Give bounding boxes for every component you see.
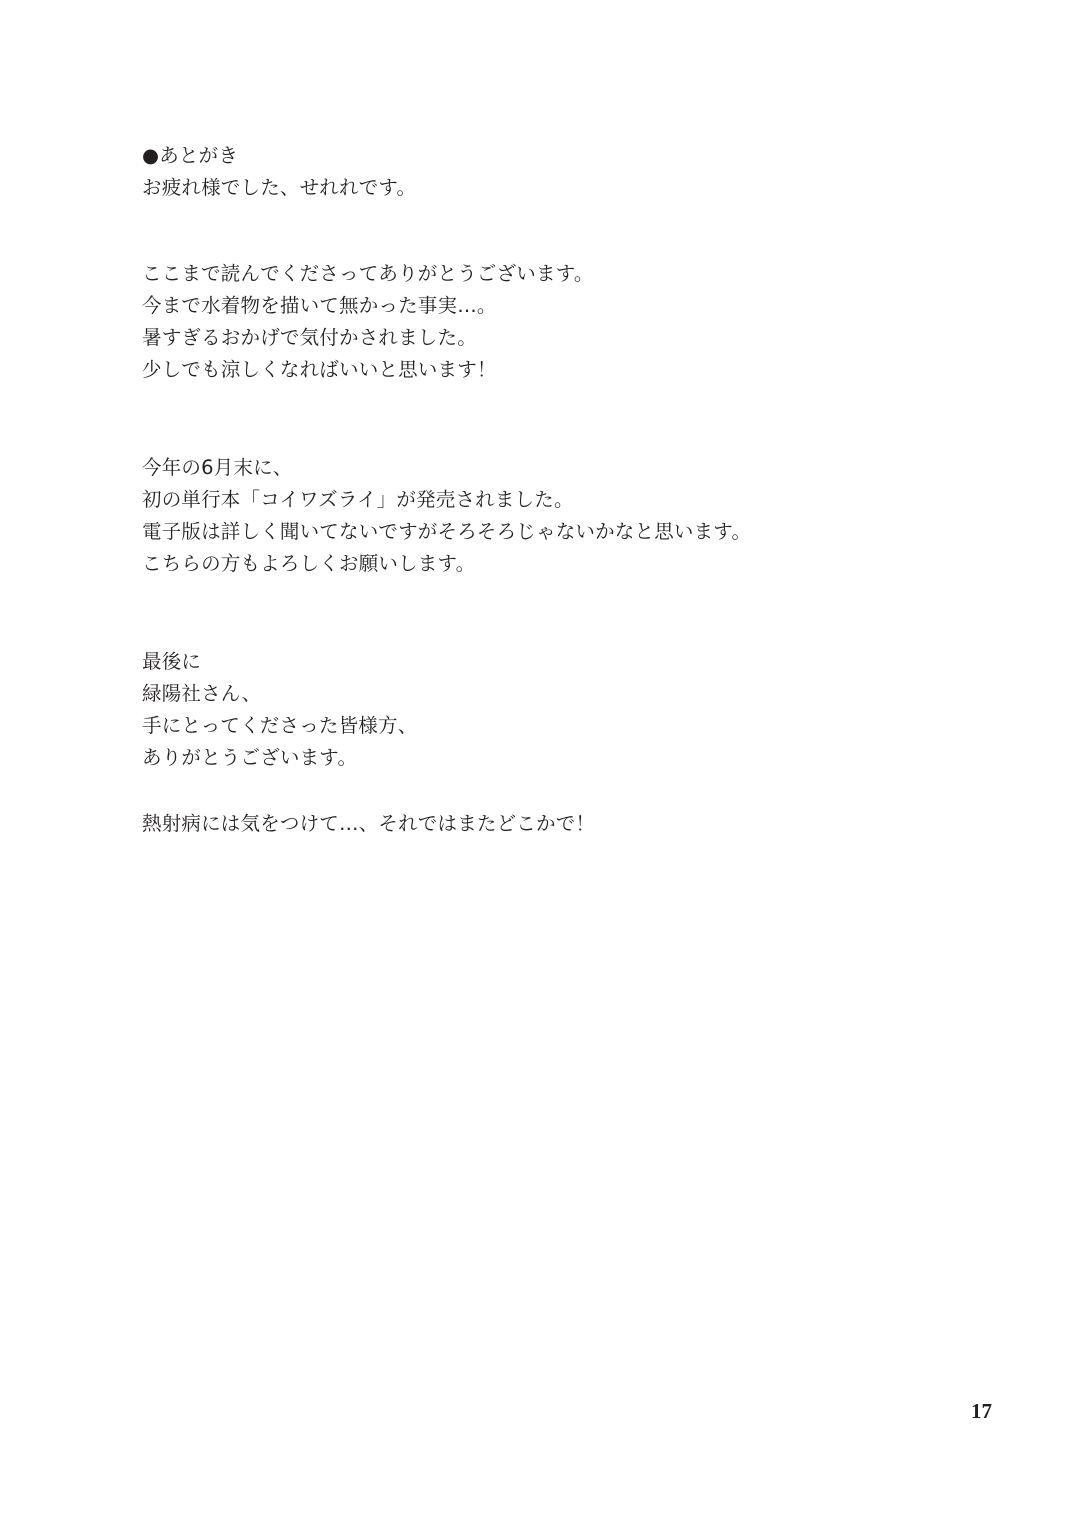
page-number: 17 (971, 1399, 992, 1423)
thanks-line-2: 今まで水着物を描いて無かった事実…。 (142, 294, 497, 317)
announcement-line-3: 電子版は詳しく聞いてないですがそろそろじゃないかなと思います。 (142, 520, 752, 543)
thanks-line-1: ここまで読んでくださってありがとうございます。 (142, 262, 594, 285)
spacer (142, 580, 962, 646)
announcement-line-2: 初の単行本「コイワズライ」が発売されました。 (142, 488, 574, 511)
afterword-title: ●あとがき (142, 144, 239, 167)
afterword-thanks-block (142, 258, 962, 386)
spacer (142, 386, 962, 452)
closing-line: 熱射病には気をつけて…、それではまたどこかで！ (142, 812, 596, 835)
spacer (142, 204, 962, 258)
announcement-line-1: 今年の6月末に、 (142, 456, 293, 479)
thanks-line-4: 少しでも涼しくなればいいと思います！ (142, 358, 497, 381)
credits-line-3: 手にとってくださった皆様方、 (142, 714, 418, 737)
afterword-heading-block (142, 140, 962, 204)
announcement-line-4: こちらの方もよろしくお願いします。 (142, 552, 476, 575)
spacer (142, 774, 962, 808)
credits-line-2: 緑陽社さん、 (142, 682, 262, 705)
afterword-credits-block (142, 646, 962, 774)
afterword-announcement-block (142, 452, 962, 580)
afterword-greeting: お疲れ様でした、せれれです。 (142, 176, 417, 199)
afterword-text-region (142, 140, 962, 840)
credits-line-1: 最後に (142, 650, 202, 673)
thanks-line-3: 暑すぎるおかげで気付かされました。 (142, 326, 477, 349)
afterword-closing-block (142, 808, 962, 840)
credits-line-4: ありがとうございます。 (142, 746, 358, 769)
